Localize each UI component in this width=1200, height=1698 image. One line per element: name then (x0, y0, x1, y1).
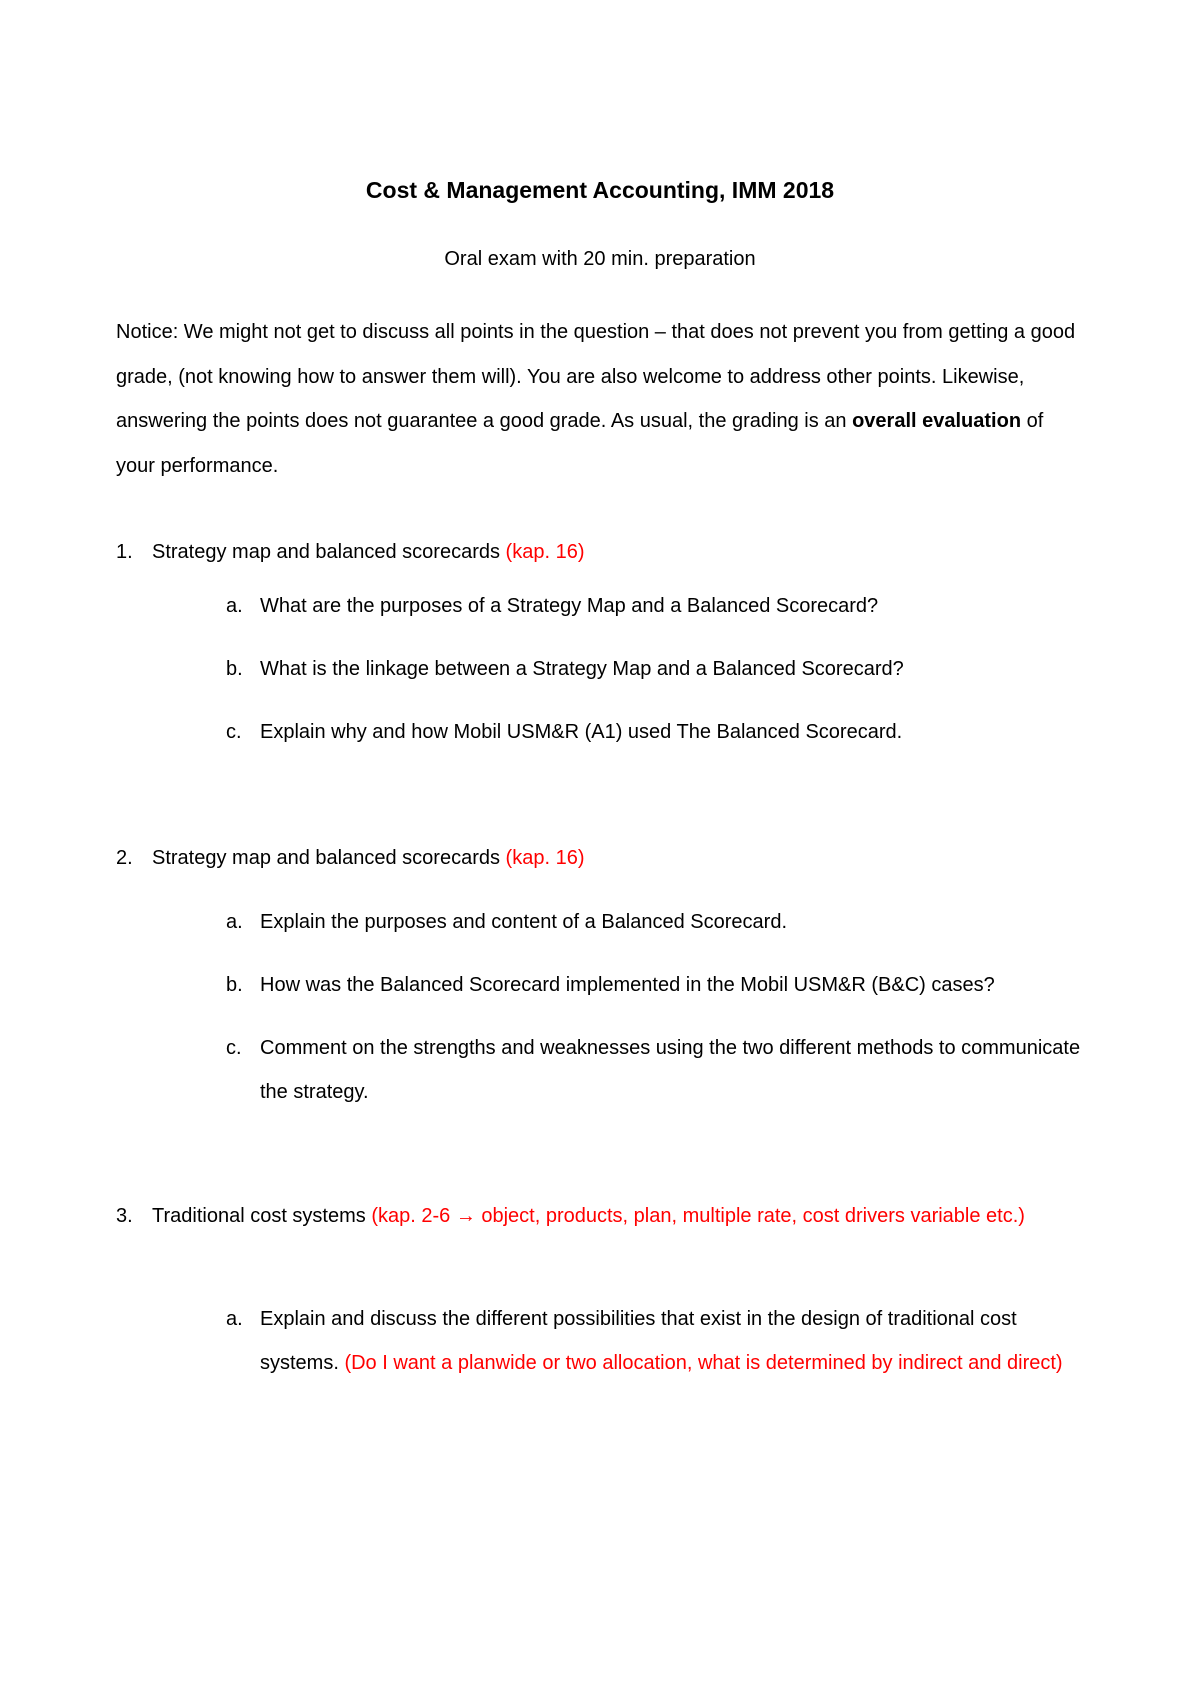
sub-question-text: Comment on the strengths and weaknesses using the two different methods to communicate the strategy. (260, 1037, 1081, 1103)
document-subtitle: Oral exam with 20 min. preparation (444, 248, 756, 270)
question-heading: Traditional cost systems (152, 1205, 372, 1227)
sub-question-letter: a. (226, 911, 243, 933)
question-number: 3. (116, 1205, 133, 1227)
sub-question-annotation: (Do I want a planwide or two allocation, what is determined by indirect and direct) (344, 1352, 1063, 1374)
question-chapter-note: (kap. 2-6 (371, 1205, 456, 1227)
sub-question-letter: c. (226, 721, 242, 743)
question-heading: Strategy map and balanced scorecards (152, 541, 506, 563)
sub-question-text (260, 1297, 1100, 1385)
sub-question-letter: b. (226, 658, 243, 680)
notice-text-part1: Notice: We might not get to discuss all points in the question – that does not prevent you from getting a good grade, (not knowing how to answer them will). You are also welcome to address other points. Likewise, answering the points does not guarantee a good grade. As usual, the grading is an (116, 321, 1076, 432)
question-heading: Strategy map and balanced scorecards (152, 847, 506, 869)
sub-question-text: Explain why and how Mobil USM&R (A1) used The Balanced Scorecard. (260, 721, 903, 743)
notice-text-part2: of your performance. (116, 410, 1044, 477)
sub-question-body: Explain and discuss the different possibilities that exist in the design of traditional cost systems. (260, 1308, 1017, 1374)
sub-question-text: How was the Balanced Scorecard implemented in the Mobil USM&R (B&C) cases? (260, 974, 995, 996)
question-topic-note: object, products, plan, multiple rate, cost drivers variable etc.) (475, 1205, 1025, 1227)
arrow-right-icon: → (455, 1205, 476, 1227)
sub-question-text: Explain the purposes and content of a Balanced Scorecard. (260, 911, 788, 933)
question-text (152, 836, 1096, 880)
sub-question-letter: a. (226, 595, 243, 617)
notice-paragraph (116, 310, 1076, 488)
question-number: 1. (116, 541, 133, 563)
question-number: 2. (116, 847, 133, 869)
sub-question-letter: a. (226, 1308, 243, 1330)
question-chapter-note: (kap. 16) (505, 847, 585, 869)
document-title: Cost & Management Accounting, IMM 2018 (365, 177, 835, 203)
question-text (152, 1194, 1096, 1238)
sub-question-text: What is the linkage between a Strategy Map and a Balanced Scorecard? (260, 658, 904, 680)
sub-question-text: What are the purposes of a Strategy Map and a Balanced Scorecard? (260, 595, 879, 617)
sub-question-letter: c. (226, 1037, 242, 1059)
sub-question-letter: b. (226, 974, 243, 996)
question-chapter-note: (kap. 16) (505, 541, 585, 563)
question-text (152, 530, 1096, 574)
notice-bold-text: overall evaluation (852, 410, 1022, 432)
